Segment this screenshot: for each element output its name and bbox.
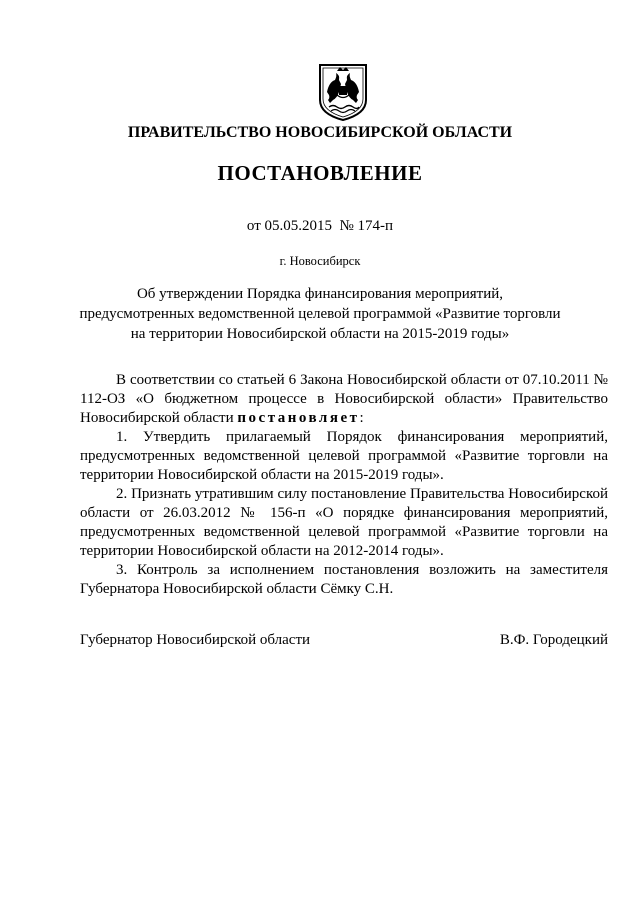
- preamble-paragraph: [80, 371, 608, 428]
- item-paragraph: 3. Контроль за исполнением постановления возложить на заместителя Губернатора Новосибирской области Сёмку С.Н.: [80, 562, 608, 597]
- document-subject: [60, 284, 580, 344]
- document-date-number: от 05.05.2015 № 174-п: [246, 218, 394, 234]
- resolves-keyword: постановляет: [237, 410, 360, 426]
- coat-of-arms-icon: [317, 62, 369, 122]
- resolves-suffix: :: [359, 410, 364, 426]
- item-paragraph: 2. Признать утратившим силу постановление Правительства Новосибирской области от 26.03.2012 № 156-п «О порядке финансирования мероприятий, предусмотренных ведомственной целевой программой «Развитие торговли на территории Новосибирской области на 2012-2014 годы».: [80, 486, 608, 559]
- signatory-name: В.Ф. Городецкий: [499, 632, 608, 648]
- subject-line: на территории Новосибирской области на 2015-2019 годы»: [130, 326, 510, 342]
- document-type-title: ПОСТАНОВЛЕНИЕ: [217, 161, 423, 185]
- authority-name: ПРАВИТЕЛЬСТВО НОВОСИБИРСКОЙ ОБЛАСТИ: [127, 124, 513, 141]
- item-paragraph: 1. Утвердить прилагаемый Порядок финансирования мероприятий, предусмотренных ведомственной целевой программой «Развитие торговли на территории Новосибирской области на 2015-2019 годы».: [80, 429, 608, 483]
- document-city: г. Новосибирск: [279, 254, 361, 268]
- subject-line: Об утверждении Порядка финансирования мероприятий,: [136, 286, 504, 302]
- signatory-position: Губернатор Новосибирской области: [80, 632, 311, 648]
- document-body: [80, 371, 608, 599]
- preamble-text: В соответствии со статьей 6 Закона Новосибирской области от 07.10.2011 № 112-ОЗ «О бюджетном процессе в Новосибирской области» Правительство Новосибирской области: [80, 372, 608, 426]
- subject-line: предусмотренных ведомственной целевой программой «Развитие торговли: [79, 306, 561, 322]
